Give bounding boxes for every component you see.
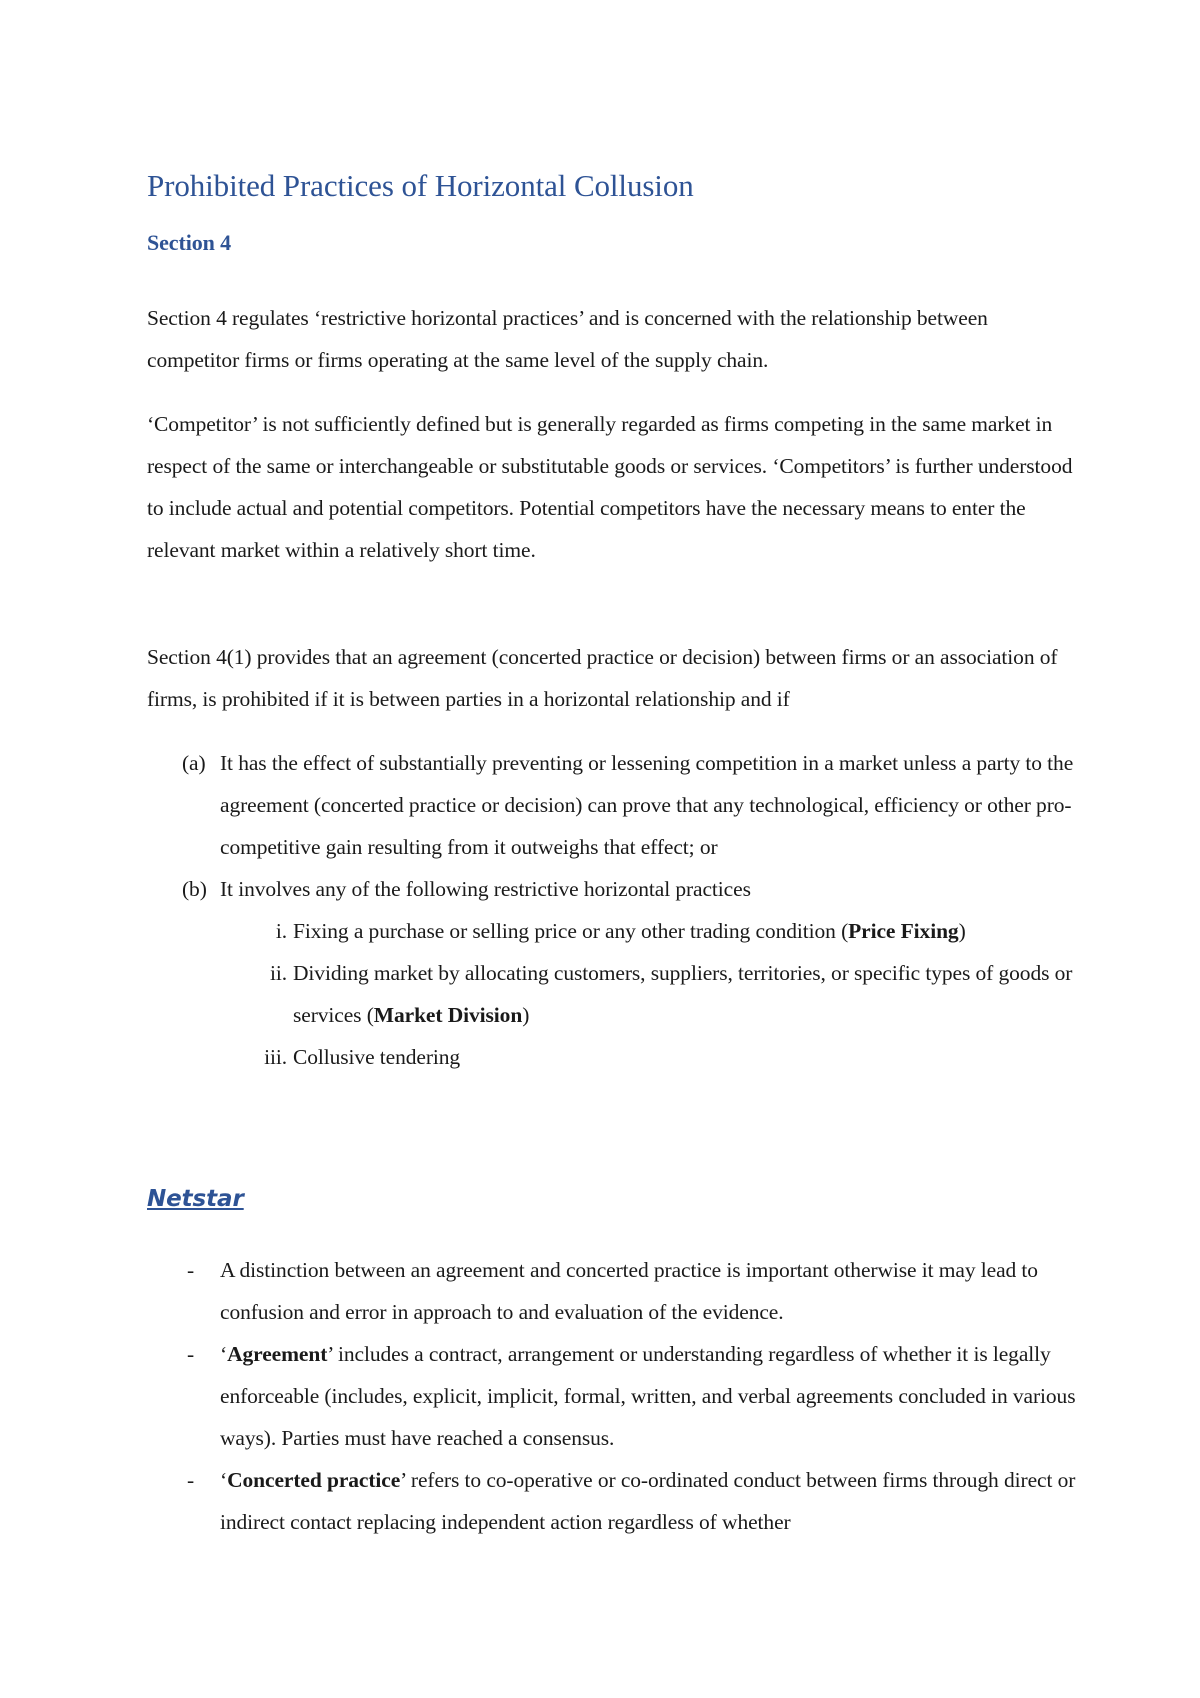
list-item-a [147,742,1077,868]
sublist-item-i [147,910,1077,952]
bullet-text-part: ’ refers to co-operative or co-ordinated conduct between firms through direct or indirect contact replacing independent action regardless of whether [220,1468,1076,1534]
dash-marker: - [187,1258,195,1282]
list-item-text: It has the effect of substantially preventing or lessening competition in a market unless a party to the agreement (concerted practice or decision) can prove that any technological, efficiency or other pro-competitive gain resulting from it outweighs that effect; or [220,751,1074,859]
list-marker: (a) [182,751,206,775]
case-heading: Netstar [147,1186,244,1212]
sublist-marker: ii. [269,961,287,985]
sublist-item-ii [147,952,1077,1036]
term-agreement: Agreement [227,1342,328,1366]
case-notes-list [147,1249,1077,1543]
bullet-item [147,1459,1077,1543]
page-title: Prohibited Practices of Horizontal Collusion [147,168,694,203]
sublist-item-text: Collusive tendering [293,1045,461,1069]
term-price-fixing: Price Fixing [848,919,959,943]
bullet-item [147,1333,1077,1459]
sublist-marker: i. [275,919,287,943]
bullet-text-part: ’ includes a contract, arrangement or understanding regardless of whether it is legally enforceable (includes, explicit, implicit, formal, written, and verbal agreements concluded in various ways). Parties must have reached a consensus. [220,1342,1076,1450]
sublist-text-part: ) [522,1003,530,1027]
section-heading: Section 4 [147,230,232,255]
list-item-b [147,868,1077,910]
bullet-text [220,1459,1077,1543]
list-item-text: It involves any of the following restrictive horizontal practices [220,877,751,901]
list-marker: (b) [182,877,207,901]
sublist-marker: iii. [264,1045,287,1069]
sublist-text-part: ) [958,919,966,943]
bullet-text-part: ‘ [220,1342,228,1366]
bullet-text [220,1333,1077,1459]
term-market-division: Market Division [373,1003,523,1027]
term-concerted-practice: Concerted practice [227,1468,401,1492]
conditions-list [147,742,1077,1078]
bullet-text: A distinction between an agreement and concerted practice is important otherwise it may lead to confusion and error in approach to and evaluation of the evidence. [220,1258,1038,1324]
sublist-item-text [293,910,1077,952]
bullet-text-part: ‘ [220,1468,228,1492]
paragraph-intro: Section 4 regulates ‘restrictive horizontal practices’ and is concerned with the relationship between competitor firms or firms operating at the same level of the supply chain. [147,306,988,372]
sublist-text-part: Fixing a purchase or selling price or any other trading condition ( [293,919,849,943]
bullet-item [147,1249,1077,1333]
dash-marker: - [187,1468,195,1492]
sublist-text-part: Dividing market by allocating customers, suppliers, territories, or specific types of goods or services ( [293,961,1073,1027]
sublist-item-text [293,952,1077,1036]
sublist-item-iii [147,1036,1077,1078]
paragraph-competitor: ‘Competitor’ is not sufficiently defined but is generally regarded as firms competing in the same market in respect of the same or interchangeable or substitutable goods or services. ‘Competitors’ is further understood to include actual and potential competitors. Potential competitors have the necessary means to enter the relevant market within a relatively short time. [147,412,1073,562]
paragraph-section-4-1: Section 4(1) provides that an agreement (concerted practice or decision) between firms or an association of firms, is prohibited if it is between parties in a horizontal relationship and if [147,645,1058,711]
dash-marker: - [187,1342,195,1366]
